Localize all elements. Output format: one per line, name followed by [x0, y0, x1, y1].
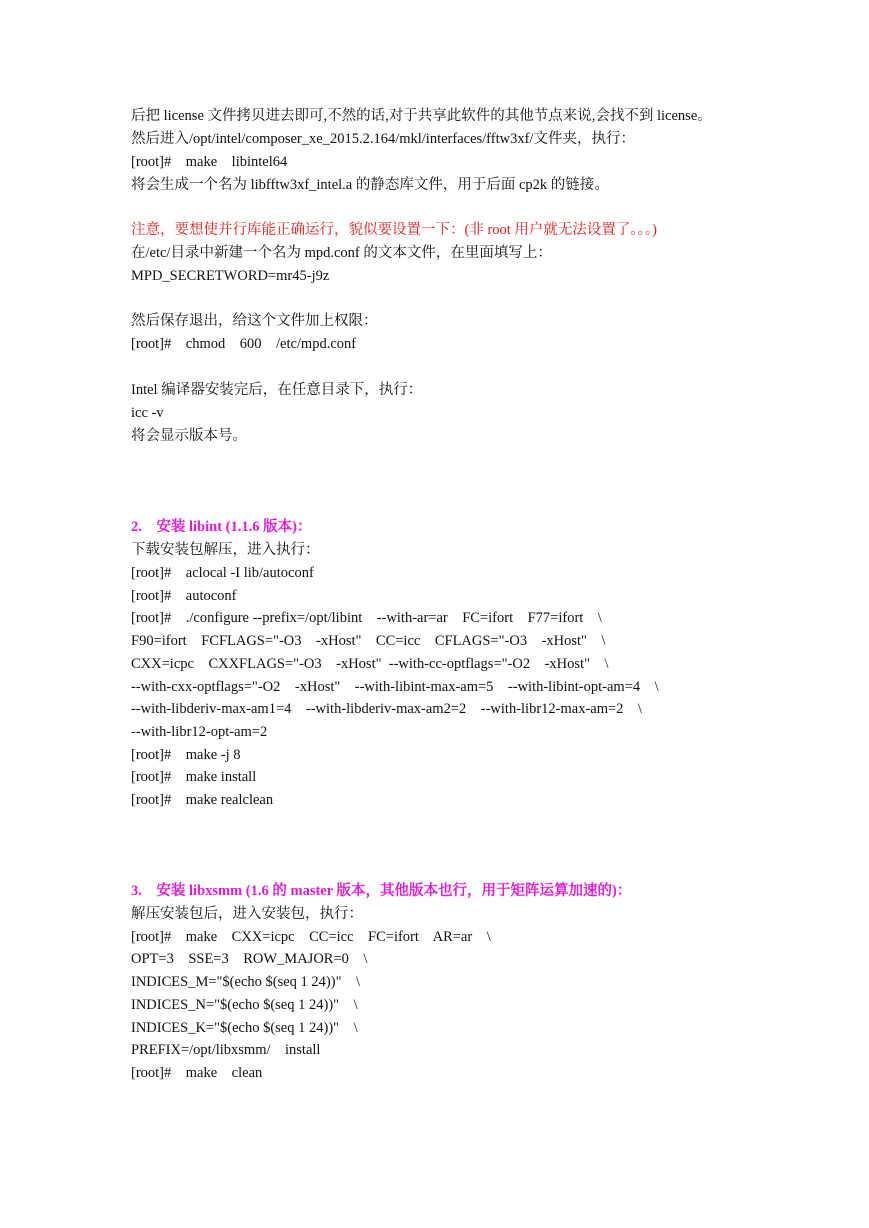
- code-line: [root]# autoconf: [131, 588, 237, 604]
- code-line: [root]# make -j 8: [131, 747, 241, 763]
- text-line: 下载安装包解压，进入执行：: [131, 542, 320, 558]
- code-line: CXX=icpc CXXFLAGS="-O3 -xHost" --with-cc-optflags="-O2 -xHost" \: [131, 656, 609, 672]
- code-line: [root]# aclocal -I lib/autoconf: [131, 565, 314, 581]
- code-line: --with-libderiv-max-am1=4 --with-libderiv-max-am2=2 --with-libr12-max-am=2 \: [131, 701, 642, 717]
- text-line: 解压安装包后，进入安装包，执行：: [131, 906, 363, 922]
- code-line: [root]# make install: [131, 769, 257, 785]
- code-line: icc -v: [131, 405, 164, 421]
- code-line: F90=ifort FCFLAGS="-O3 -xHost" CC=icc CFLAGS="-O3 -xHost" \: [131, 633, 606, 649]
- section-heading: 3. 安装 libxsmm (1.6 的 master 版本，其他版本也行，用于矩阵运算加速的)：: [131, 883, 632, 899]
- code-line: PREFIX=/opt/libxsmm/ install: [131, 1042, 321, 1058]
- code-line: [root]# make realclean: [131, 792, 274, 808]
- code-line: [root]# make clean: [131, 1065, 263, 1081]
- code-line: [root]# ./configure --prefix=/opt/libint --with-ar=ar FC=ifort F77=ifort \: [131, 610, 602, 626]
- text-line: 将会生成一个名为 libfftw3xf_intel.a 的静态库文件，用于后面 cp2k 的链接。: [131, 177, 609, 193]
- code-line: INDICES_M="$(echo $(seq 1 24))" \: [131, 974, 361, 990]
- text-line: 然后保存退出，给这个文件加上权限：: [131, 313, 378, 329]
- section-heading: 2. 安装 libint (1.1.6 版本)：: [131, 519, 312, 535]
- code-line: --with-cxx-optflags="-O2 -xHost" --with-libint-max-am=5 --with-libint-opt-am=4 \: [131, 679, 659, 695]
- code-line: OPT=3 SSE=3 ROW_MAJOR=0 \: [131, 951, 368, 967]
- text-line: 后把 license 文件拷贝进去即可,不然的话,对于共享此软件的其他节点来说,会找不到 license。: [131, 108, 712, 124]
- code-line: [root]# make libintel64: [131, 154, 288, 170]
- code-line: MPD_SECRETWORD=mr45-j9z: [131, 268, 330, 284]
- code-line: --with-libr12-opt-am=2: [131, 724, 268, 740]
- code-line: [root]# make CXX=icpc CC=icc FC=ifort AR=ar \: [131, 929, 491, 945]
- text-line: 然后进入/opt/intel/composer_xe_2015.2.164/mkl/interfaces/fftw3xf/文件夹，执行：: [131, 131, 635, 147]
- note-line: 注意，要想使并行库能正确运行，貌似要设置一下：(非 root 用户就无法设置了。。。): [131, 222, 658, 238]
- code-line: INDICES_N="$(echo $(seq 1 24))" \: [131, 997, 358, 1013]
- text-line: 在/etc/目录中新建一个名为 mpd.conf 的文本文件，在里面填写上：: [131, 245, 552, 261]
- text-line: Intel 编译器安装完后，在任意目录下，执行：: [131, 382, 423, 398]
- text-line: 将会显示版本号。: [131, 428, 247, 444]
- code-line: [root]# chmod 600 /etc/mpd.conf: [131, 336, 357, 352]
- code-line: INDICES_K="$(echo $(seq 1 24))" \: [131, 1020, 358, 1036]
